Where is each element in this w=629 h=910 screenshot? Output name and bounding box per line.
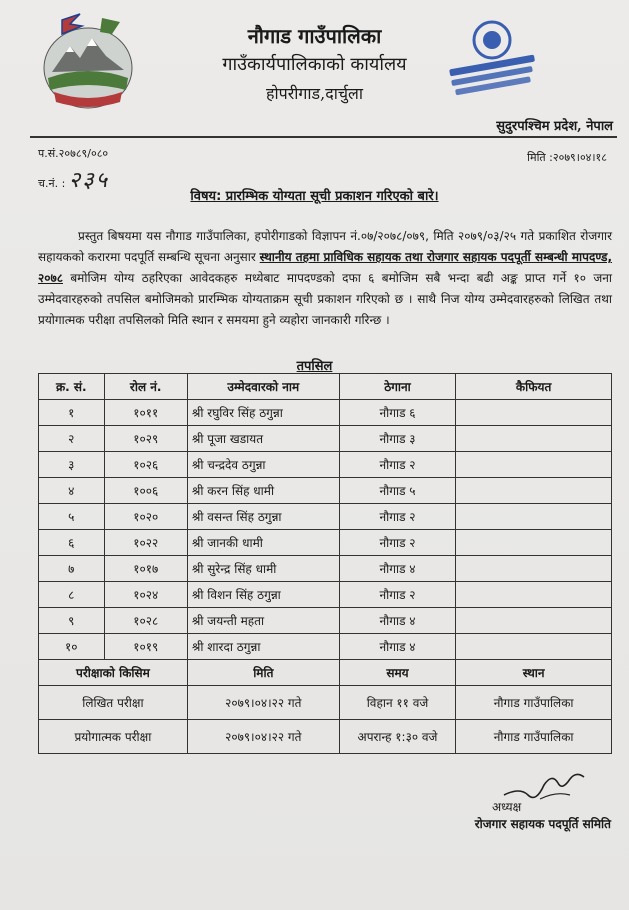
exam-header-date: मिति	[187, 660, 339, 686]
cell-remarks	[456, 530, 612, 556]
cell-roll: १०१७	[104, 556, 187, 582]
cell-remarks	[456, 426, 612, 452]
table-row	[39, 634, 612, 660]
exam-date: २०७९।०४।२२ गते	[187, 686, 339, 720]
cell-name: श्री रघुविर सिंह ठगुन्ना	[187, 400, 339, 426]
table-row	[39, 582, 612, 608]
exam-type: लिखित परीक्षा	[39, 686, 188, 720]
cell-address: नौगाड २	[339, 530, 456, 556]
cell-sn: ५	[39, 504, 105, 530]
cell-address: नौगाड ६	[339, 400, 456, 426]
cell-address: नौगाड ४	[339, 608, 456, 634]
exam-header-time: समय	[339, 660, 456, 686]
exam-header-place: स्थान	[456, 660, 612, 686]
province-label: सुदुरपश्चिम प्रदेश, नेपाल	[496, 119, 613, 134]
cell-sn: १०	[39, 634, 105, 660]
cell-sn: ७	[39, 556, 105, 582]
exam-row	[39, 720, 612, 754]
cell-remarks	[456, 478, 612, 504]
body-part-1: प्रस्तुत बिषयमा यस नौगाड गाउँपालिका, हपोरीगाडको विज्ञापन नं.०७/२०७८/०७९, मिति २०७९/०३/२५ गते प्रकाशित रोजगार सहायकको करारमा पदपूर्ति सम्बन्धि सूचना अनुसार	[38, 229, 612, 264]
exam-row	[39, 686, 612, 720]
cell-address: नौगाड ५	[339, 478, 456, 504]
reference-number: प.सं.२०७८९/०८०	[38, 147, 109, 160]
cell-remarks	[456, 504, 612, 530]
header-divider	[30, 136, 617, 138]
schedule-heading	[0, 356, 629, 374]
cell-roll: १०११	[104, 400, 187, 426]
subject-text: विषय: प्रारम्भिक योग्यता सूची प्रकाशन गरिएको बारे।	[190, 189, 439, 204]
cell-name: श्री जानकी धामी	[187, 530, 339, 556]
exam-header-row	[39, 660, 612, 686]
dispatch-label: च.नं. :	[38, 177, 66, 190]
table-row	[39, 530, 612, 556]
cell-sn: २	[39, 426, 105, 452]
exam-place: नौगाड गाउँपालिका	[456, 720, 612, 754]
cell-name: श्री विशन सिंह ठगुन्ना	[187, 582, 339, 608]
cell-name: श्री सुरेन्द्र सिंह धामी	[187, 556, 339, 582]
cell-address: नौगाड २	[339, 504, 456, 530]
office-stamp-icon	[437, 18, 547, 100]
header-name: उम्मेदवारको नाम	[187, 374, 339, 400]
header-address: ठेगाना	[339, 374, 456, 400]
cell-roll: १०२६	[104, 452, 187, 478]
subject-line	[0, 186, 629, 204]
body-underlined: स्थानीय तहमा प्राविधिक सहायक तथा रोजगार सहायक पदपूर्ती सम्बन्धी मापदण्ड, २०७८	[38, 250, 612, 285]
cell-name: श्री करन सिंह धामी	[187, 478, 339, 504]
cell-roll: १०२८	[104, 608, 187, 634]
issue-date: मिति :२०७९।०४।१८	[527, 151, 607, 164]
cell-roll: १०१९	[104, 634, 187, 660]
cell-remarks	[456, 400, 612, 426]
committee-name: रोजगार सहायक पदपूर्ति समिति	[474, 817, 611, 831]
cell-address: नौगाड ४	[339, 634, 456, 660]
cell-remarks	[456, 634, 612, 660]
table-header-row	[39, 374, 612, 400]
cell-address: नौगाड ४	[339, 556, 456, 582]
header-sn: क्र. सं.	[39, 374, 105, 400]
cell-sn: ९	[39, 608, 105, 634]
table-row	[39, 478, 612, 504]
cell-address: नौगाड २	[339, 582, 456, 608]
cell-remarks	[456, 556, 612, 582]
cell-name: श्री चन्द्रदेव ठगुन्ना	[187, 452, 339, 478]
table-row	[39, 504, 612, 530]
chairperson-label: अध्यक्ष	[492, 800, 522, 814]
exam-time: विहान ११ वजे	[339, 686, 456, 720]
dispatch-value: २३५	[68, 168, 110, 193]
cell-roll: १०२०	[104, 504, 187, 530]
cell-remarks	[456, 452, 612, 478]
exam-date: २०७९।०४।२२ गते	[187, 720, 339, 754]
office-name: गाउँकार्यपालिकाको कार्यालय	[222, 54, 407, 75]
header-roll: रोल नं.	[104, 374, 187, 400]
cell-remarks	[456, 582, 612, 608]
table-row	[39, 452, 612, 478]
cell-address: नौगाड ३	[339, 426, 456, 452]
cell-name: श्री जयन्ती महता	[187, 608, 339, 634]
cell-roll: १०२४	[104, 582, 187, 608]
cell-sn: ३	[39, 452, 105, 478]
cell-roll: १०२२	[104, 530, 187, 556]
cell-roll: १०२९	[104, 426, 187, 452]
schedule-heading-text: तपसिल	[296, 359, 333, 374]
table-row	[39, 426, 612, 452]
exam-header-type: परीक्षाको किसिम	[39, 660, 188, 686]
table-row	[39, 608, 612, 634]
cell-name: श्री पूजा खडायत	[187, 426, 339, 452]
cell-name: श्री वसन्त सिंह ठगुन्ना	[187, 504, 339, 530]
table-row	[39, 400, 612, 426]
header-remarks: कैफियत	[456, 374, 612, 400]
candidate-table	[38, 373, 612, 754]
cell-sn: १	[39, 400, 105, 426]
exam-time: अपरान्ह १:३० वजे	[339, 720, 456, 754]
body-part-2: बमोजिम योग्य ठहरिएका आवेदकहरु मध्येबाट मापदण्डको दफा ६ बमोजिम सबै भन्दा बढी अङ्क प्राप्त गर्ने १० जना उम्मेदवारहरुको तपसिल बमोजिमको प्रारम्भिक योग्यताक्रम सूची प्रकाशन गरिएको छ । साथै निज योग्य उम्मेदवारहरुको लिखित तथा प्रयोगात्मक परीक्षा तपसिलको मिति स्थान र समयमा हुने व्यहोरा जानकारी गरिन्छ ।	[38, 271, 612, 327]
exam-type: प्रयोगात्मक परीक्षा	[39, 720, 188, 754]
notice-body	[38, 226, 612, 331]
cell-remarks	[456, 608, 612, 634]
cell-sn: ६	[39, 530, 105, 556]
office-address: होपरीगाड,दार्चुला	[265, 84, 363, 103]
cell-sn: ४	[39, 478, 105, 504]
org-name: नौगाड गाउँपालिका	[247, 24, 382, 48]
table-row	[39, 556, 612, 582]
cell-sn: ८	[39, 582, 105, 608]
cell-name: श्री शारदा ठगुन्ना	[187, 634, 339, 660]
cell-roll: १००६	[104, 478, 187, 504]
cell-address: नौगाड २	[339, 452, 456, 478]
exam-place: नौगाड गाउँपालिका	[456, 686, 612, 720]
